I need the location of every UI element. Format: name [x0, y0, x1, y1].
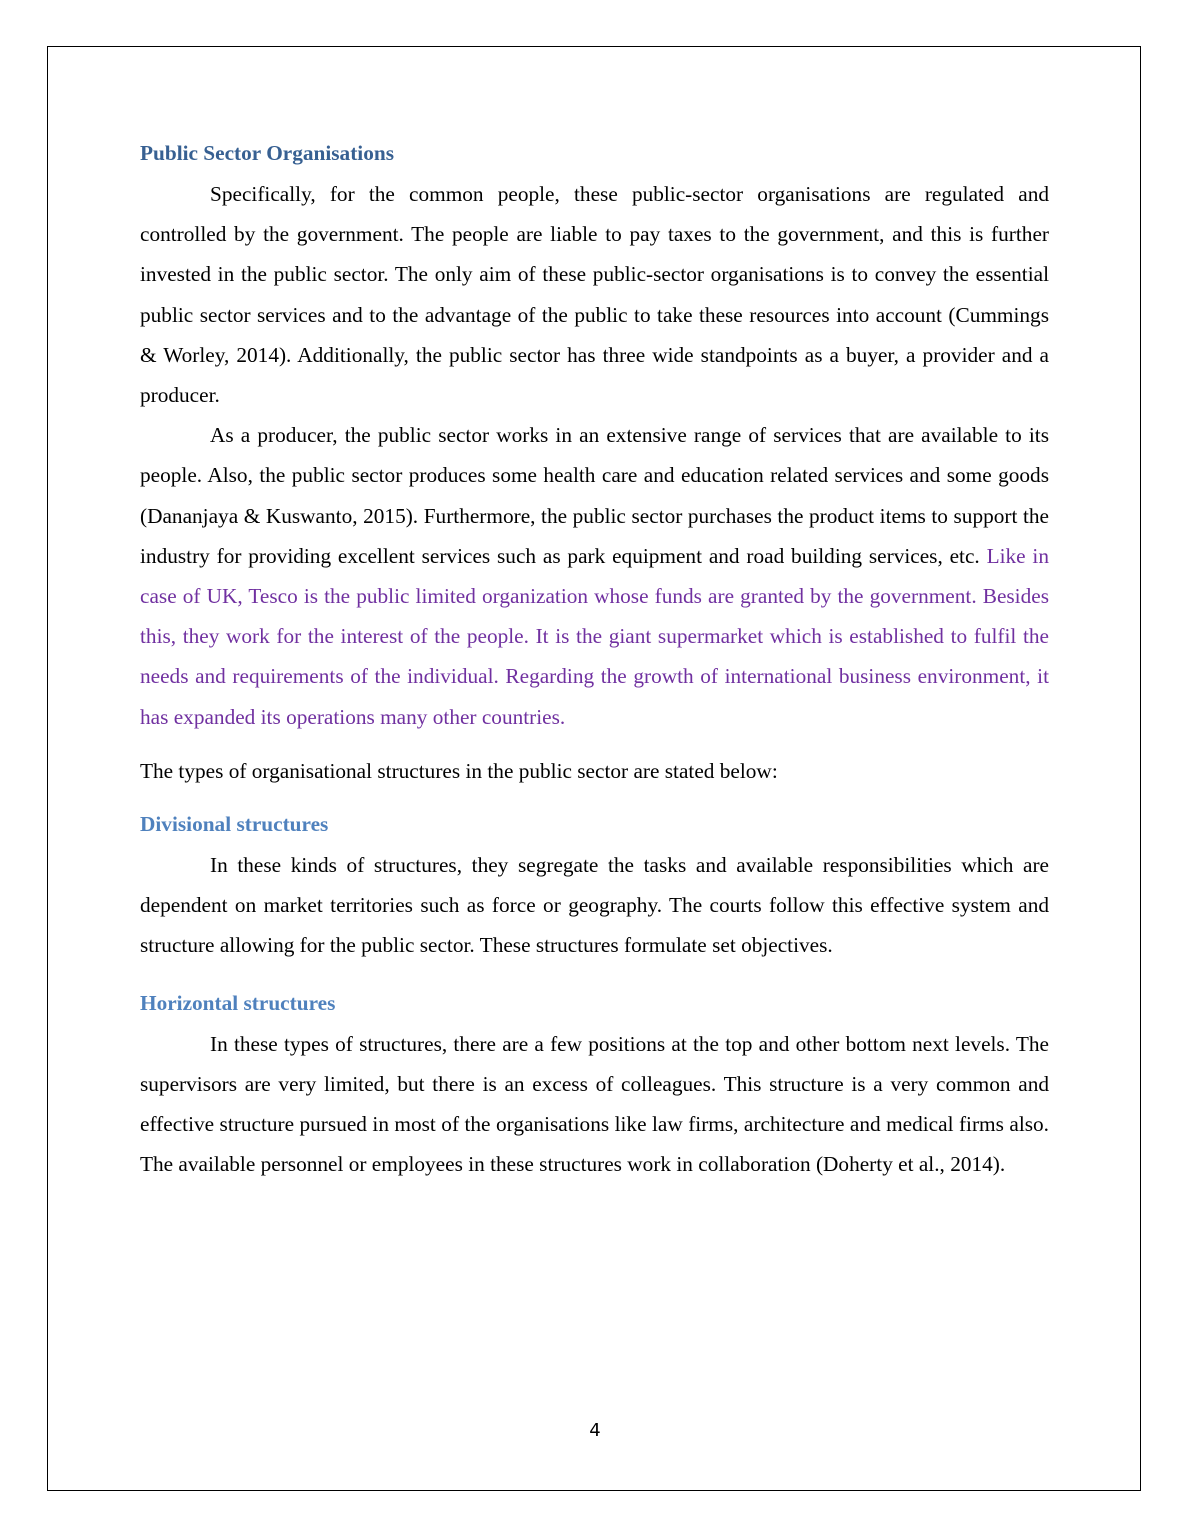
paragraph-tesco-example: Like in case of UK, Tesco is the public limited organization whose funds are granted by the government. Besides this, they work for the interest of the people. It is the giant supermarket which is established to fulfil the needs and requirements of the individual. Regarding the growth of international business environment, it has expanded its operations many other countries. — [140, 543, 1049, 729]
paragraph-public-sector-intro: Specifically, for the common people, these public-sector organisations are regulated and controlled by the government. The people are liable to pay taxes to the government, and this is further invested in the public sector. The only aim of these public-sector organisations is to convey the essential public sector services and to the advantage of the public to take these resources into account (Cummings & Worley, 2014). Additionally, the public sector has three wide standpoints as a buyer, a provider and a producer. — [140, 182, 1049, 408]
heading-public-sector-organisations: Public Sector Organisations — [140, 141, 394, 165]
page-number: 4 — [589, 1420, 601, 1441]
document-body — [140, 136, 1049, 1184]
paragraph-horizontal-structures: In these types of structures, there are a few positions at the top and other bottom next levels. The supervisors are very limited, but there is an excess of colleagues. This structure is a very common and effective structure pursued in most of the organisations like law firms, architecture and medical firms also. The available personnel or employees in these structures work in collaboration (Doherty et al., 2014). — [140, 1031, 1049, 1177]
heading-divisional-structures: Divisional structures — [140, 812, 329, 837]
heading-horizontal-structures: Horizontal structures — [140, 990, 336, 1015]
paragraph-producer-text: As a producer, the public sector works in an extensive range of services that are available to its people. Also, the public sector produces some health care and education related services and some goods (Dananjaya & Kuswanto, 2015). Furthermore, the public sector purchases the product items to support the industry for providing excellent services such as park equipment and road building services, etc. — [140, 423, 1049, 568]
paragraph-divisional-structures: In these kinds of structures, they segregate the tasks and available responsibilities which are dependent on market territories such as force or geography. The courts follow this effective system and structure allowing for the public sector. These structures formulate set objectives. — [140, 853, 1049, 958]
paragraph-producer — [140, 415, 1049, 737]
paragraph-types-intro: The types of organisational structures in the public sector are stated below: — [140, 758, 778, 783]
